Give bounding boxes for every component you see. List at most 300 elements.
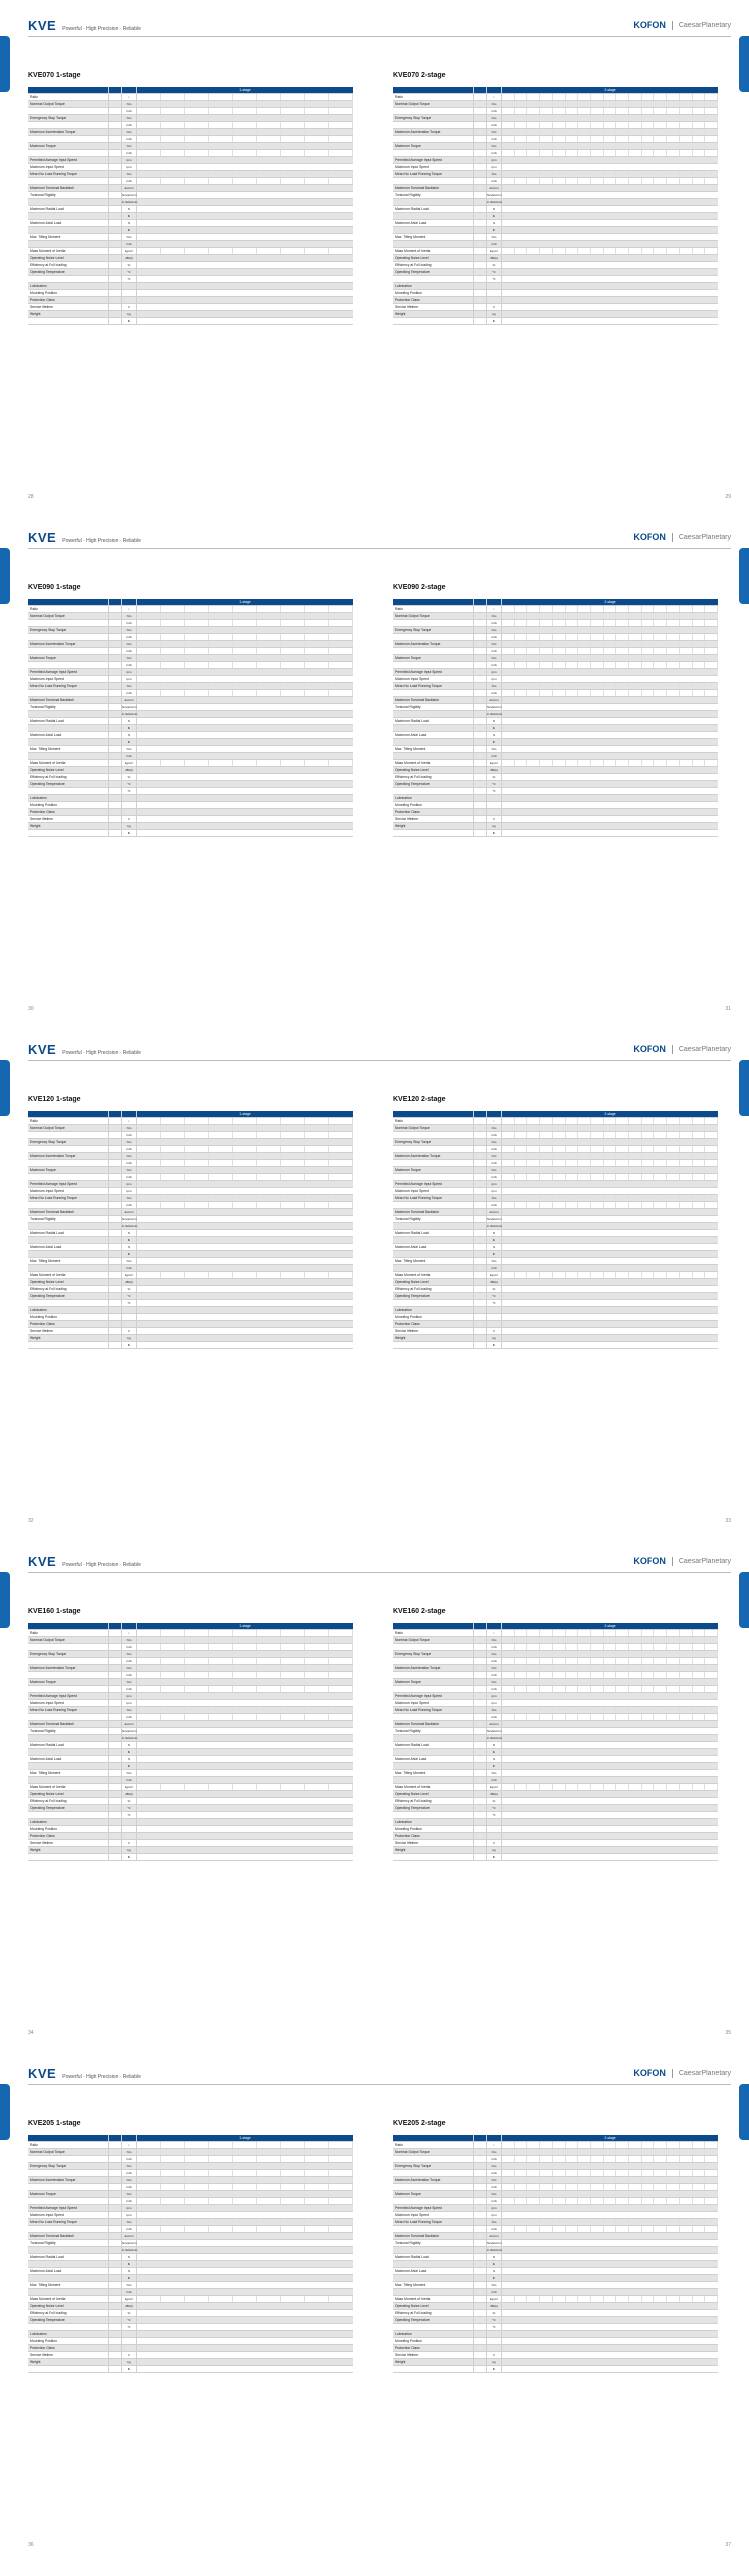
- value-cell: [137, 683, 161, 689]
- value-cells: [502, 767, 718, 773]
- value-cells: [137, 1791, 353, 1797]
- value-span-cell: [502, 774, 718, 780]
- param-unit: Nm: [122, 2282, 137, 2288]
- value-cell: [257, 2170, 281, 2176]
- param-symbol: [474, 1791, 487, 1797]
- value-cell: [654, 1707, 667, 1713]
- table-row: [393, 1174, 718, 1181]
- value-cell: [616, 627, 629, 633]
- value-cell: [209, 634, 233, 640]
- value-cell: [566, 1665, 579, 1671]
- param-symbol: [474, 178, 487, 184]
- param-label: Maximum Torsional Backlash: [393, 697, 474, 703]
- value-cells: [137, 220, 353, 226]
- table-row: [28, 816, 353, 823]
- param-symbol: [109, 2212, 122, 2218]
- value-cell: [185, 136, 209, 142]
- param-symbol: [109, 2233, 122, 2239]
- value-cells: [137, 1230, 353, 1236]
- param-label: Permitted Average Input Speed: [28, 1181, 109, 1187]
- value-cell: [527, 620, 540, 626]
- param-symbol: [109, 2149, 122, 2155]
- value-cell: [305, 1651, 329, 1657]
- table-row: [28, 241, 353, 248]
- header-divider: [28, 1060, 731, 1061]
- param-symbol: [109, 690, 122, 696]
- stage-header-row: [393, 599, 718, 606]
- table-row: [28, 290, 353, 297]
- value-cell: [527, 2177, 540, 2183]
- value-span-cell: [502, 1777, 718, 1783]
- param-unit: Nm/arcmin: [122, 1729, 137, 1733]
- value-cells: [137, 2289, 353, 2295]
- value-cells: [502, 627, 718, 633]
- value-cell: [616, 662, 629, 668]
- param-unit: Nm/arcmin: [122, 2241, 137, 2245]
- value-cell: [680, 129, 693, 135]
- value-cell: [209, 1665, 233, 1671]
- value-cell: [616, 2163, 629, 2169]
- param-symbol: [474, 704, 487, 710]
- table-row: [28, 2170, 353, 2177]
- value-cells: [137, 2338, 353, 2344]
- value-cell: [185, 1174, 209, 1180]
- value-cell: [281, 2219, 305, 2225]
- value-cell: [515, 613, 528, 619]
- table-row: [393, 1756, 718, 1763]
- value-cell: [654, 2149, 667, 2155]
- logo-divider: [672, 533, 673, 542]
- value-cell: [515, 655, 528, 661]
- value-cell: [591, 1118, 604, 1124]
- param-symbol: [474, 2191, 487, 2197]
- value-cell: [591, 1125, 604, 1131]
- param-unit: N: [122, 2268, 137, 2274]
- value-cell: [566, 150, 579, 156]
- brand-tagline: Powerful · High Precision · Reliable: [62, 26, 141, 32]
- value-cell: [553, 1637, 566, 1643]
- table-row: [393, 1819, 718, 1826]
- param-symbol: [109, 143, 122, 149]
- value-cell: [680, 1174, 693, 1180]
- value-cell: [680, 1686, 693, 1692]
- param-label: Mounting Position: [28, 1826, 109, 1832]
- param-unit: %: [122, 1286, 137, 1292]
- value-cell: [591, 248, 604, 254]
- value-cell: [185, 1714, 209, 1720]
- value-cell: [616, 1707, 629, 1713]
- value-cell: [161, 2163, 185, 2169]
- value-cells: [502, 143, 718, 149]
- stage-header-spacer: [474, 599, 487, 605]
- value-cells: [502, 220, 718, 226]
- value-cell: [629, 606, 642, 612]
- param-label: Weight: [393, 823, 474, 829]
- table-row: [393, 220, 718, 227]
- value-cell: [515, 1272, 528, 1278]
- value-cell: [185, 620, 209, 626]
- param-unit: lb: [122, 227, 137, 233]
- value-cell: [281, 101, 305, 107]
- value-cells: [502, 171, 718, 177]
- param-symbol: [109, 1209, 122, 1215]
- param-label: Nominal Output Torque: [28, 1637, 109, 1643]
- value-cell: [705, 634, 718, 640]
- table-row: [28, 1693, 353, 1700]
- value-cell: [257, 1672, 281, 1678]
- value-cell: [629, 1167, 642, 1173]
- param-symbol: [474, 1342, 487, 1348]
- value-cell: [642, 1195, 655, 1201]
- value-cell: [642, 2191, 655, 2197]
- value-cell: [281, 1784, 305, 1790]
- value-cell: [705, 1637, 718, 1643]
- value-cell: [591, 1637, 604, 1643]
- param-unit: lb: [487, 1237, 502, 1243]
- param-label: [393, 1223, 474, 1229]
- table-row: [393, 1798, 718, 1805]
- value-cell: [233, 1195, 257, 1201]
- table-row: [393, 746, 718, 753]
- value-cell: [591, 655, 604, 661]
- value-cell: [257, 1714, 281, 1720]
- value-cell: [693, 178, 706, 184]
- value-span-cell: [137, 788, 353, 794]
- param-unit: Nm/arcmin: [487, 1729, 502, 1733]
- table-row: [393, 1693, 718, 1700]
- param-unit: Nm: [122, 655, 137, 661]
- table-row: [393, 1293, 718, 1300]
- stage-header-spacer: [28, 2135, 109, 2141]
- value-cell: [553, 2177, 566, 2183]
- value-cells: [137, 2303, 353, 2309]
- value-cell: [185, 143, 209, 149]
- value-cell: [161, 1167, 185, 1173]
- value-cell: [540, 1118, 553, 1124]
- param-symbol: [109, 2191, 122, 2197]
- table-row: [393, 1272, 718, 1279]
- value-cells: [137, 2282, 353, 2288]
- value-cell: [209, 1658, 233, 1664]
- value-cell: [667, 150, 680, 156]
- param-symbol: [109, 1272, 122, 1278]
- value-cell: [578, 2142, 591, 2148]
- table-row: [393, 1840, 718, 1847]
- value-cell: [540, 115, 553, 121]
- param-label: [28, 108, 109, 114]
- value-cell: [329, 129, 353, 135]
- table-row: [28, 2198, 353, 2205]
- table-row: [28, 788, 353, 795]
- param-label: Maximum Input Speed: [28, 2212, 109, 2218]
- value-cell: [553, 620, 566, 626]
- value-cells: [502, 690, 718, 696]
- value-cell: [305, 1658, 329, 1664]
- spec-panel-2-stage: [393, 1096, 718, 1349]
- value-cell: [578, 2149, 591, 2155]
- value-span-cell: [137, 2254, 353, 2260]
- table-row: [28, 108, 353, 115]
- value-cell: [305, 634, 329, 640]
- value-cell: [233, 136, 257, 142]
- table-row: [28, 683, 353, 690]
- value-cell: [578, 1637, 591, 1643]
- param-symbol: [109, 620, 122, 626]
- value-cell: [540, 248, 553, 254]
- value-cell: [667, 1665, 680, 1671]
- side-tab-right: [739, 2084, 749, 2140]
- value-span-cell: [137, 2338, 353, 2344]
- value-cell: [527, 2163, 540, 2169]
- param-unit: kg: [487, 2359, 502, 2365]
- value-cell: [553, 2170, 566, 2176]
- value-cell: [642, 1202, 655, 1208]
- param-unit: kgcm²: [487, 1784, 502, 1790]
- value-cell: [161, 1139, 185, 1145]
- table-row: [28, 732, 353, 739]
- param-label: [28, 1812, 109, 1818]
- value-cells: [137, 2366, 353, 2372]
- param-symbol: [474, 2352, 487, 2358]
- param-unit: rpm: [487, 1181, 502, 1187]
- param-label: Protection Class: [393, 2345, 474, 2351]
- value-cell: [578, 1651, 591, 1657]
- value-cell: [667, 1195, 680, 1201]
- value-cell: [642, 178, 655, 184]
- value-span-cell: [502, 1230, 718, 1236]
- value-cell: [305, 1139, 329, 1145]
- param-label: Emergency Stop Torque: [393, 627, 474, 633]
- stage-label: 2-stage: [604, 1624, 616, 1628]
- value-cell: [540, 129, 553, 135]
- param-symbol: [474, 2247, 487, 2253]
- param-symbol: [474, 220, 487, 226]
- value-cell: [540, 1784, 553, 1790]
- value-cell: [667, 1658, 680, 1664]
- value-cell: [591, 1672, 604, 1678]
- value-span-cell: [502, 1342, 718, 1348]
- param-symbol: [474, 269, 487, 275]
- param-unit: in.lb: [487, 1658, 502, 1664]
- value-cell: [305, 760, 329, 766]
- param-symbol: [109, 1700, 122, 1706]
- param-symbol: [109, 2254, 122, 2260]
- value-cell: [137, 101, 161, 107]
- value-cell: [257, 1167, 281, 1173]
- value-cell: [553, 129, 566, 135]
- value-cell: [578, 2219, 591, 2225]
- caesar-logo: CaesarPlanetary: [678, 2069, 731, 2077]
- stage-header-spacer: [393, 1623, 474, 1629]
- value-span-cell: [137, 2303, 353, 2309]
- value-cell: [616, 683, 629, 689]
- value-cell: [209, 171, 233, 177]
- value-cell: [233, 620, 257, 626]
- value-cell: [185, 1132, 209, 1138]
- param-unit: °F: [487, 788, 502, 794]
- table-row: [393, 255, 718, 262]
- value-cells: [502, 248, 718, 254]
- param-label: Protection Class: [393, 1833, 474, 1839]
- value-cell: [642, 1630, 655, 1636]
- value-cell: [209, 2177, 233, 2183]
- value-cell: [281, 760, 305, 766]
- value-cell: [305, 171, 329, 177]
- table-row: [28, 2317, 353, 2324]
- value-cell: [137, 1139, 161, 1145]
- value-cell: [680, 1714, 693, 1720]
- table-row: [28, 620, 353, 627]
- param-symbol: [109, 220, 122, 226]
- value-cell: [705, 94, 718, 100]
- param-label: [393, 725, 474, 731]
- value-cell: [693, 2177, 706, 2183]
- param-symbol: [474, 2303, 487, 2309]
- value-cell: [616, 1139, 629, 1145]
- value-cell: [515, 648, 528, 654]
- value-cell: [591, 760, 604, 766]
- param-symbol: [474, 1665, 487, 1671]
- param-symbol: [109, 227, 122, 233]
- param-symbol: [474, 620, 487, 626]
- value-cell: [161, 662, 185, 668]
- value-cell: [257, 1139, 281, 1145]
- value-cell: [281, 1658, 305, 1664]
- value-cell: [137, 2184, 161, 2190]
- table-row: [28, 2205, 353, 2212]
- value-cell: [642, 634, 655, 640]
- table-row: [28, 1244, 353, 1251]
- value-span-cell: [502, 669, 718, 675]
- param-label: Operating Temperature: [393, 1805, 474, 1811]
- param-label: Maximum Acceleration Torque: [28, 2177, 109, 2183]
- value-cell: [527, 1195, 540, 1201]
- table-row: [393, 2156, 718, 2163]
- value-cell: [257, 1202, 281, 1208]
- param-unit: °F: [122, 1300, 137, 1306]
- value-cell: [553, 178, 566, 184]
- table-row: [28, 185, 353, 192]
- value-cells: [502, 1265, 718, 1271]
- stage-header-spacer: [109, 599, 122, 605]
- value-cell: [540, 150, 553, 156]
- value-cell: [642, 655, 655, 661]
- value-cell: [233, 94, 257, 100]
- param-unit: dB(A): [487, 1279, 502, 1285]
- value-cell: [616, 2142, 629, 2148]
- table-row: [28, 213, 353, 220]
- param-unit: lb: [122, 2366, 137, 2372]
- value-cell: [185, 171, 209, 177]
- value-span-cell: [502, 1314, 718, 1320]
- param-label: Mass Moment of Inertia: [393, 760, 474, 766]
- param-label: [393, 1342, 474, 1348]
- table-row: [28, 1651, 353, 1658]
- value-cell: [566, 1146, 579, 1152]
- value-cell: [642, 683, 655, 689]
- param-label: Maximum Acceleration Torque: [393, 641, 474, 647]
- param-unit: Nm: [487, 746, 502, 752]
- value-cells: [502, 823, 718, 829]
- param-unit: i: [487, 1118, 502, 1124]
- value-cells: [137, 213, 353, 219]
- param-label: [393, 1202, 474, 1208]
- value-cell: [553, 648, 566, 654]
- value-cells: [137, 2268, 353, 2274]
- value-span-cell: [502, 185, 718, 191]
- value-cells: [502, 1777, 718, 1783]
- value-cell: [209, 136, 233, 142]
- param-unit: Nm: [122, 2191, 137, 2197]
- param-unit: Nm: [487, 1167, 502, 1173]
- param-symbol: [109, 1812, 122, 1818]
- value-cell: [540, 690, 553, 696]
- param-symbol: [109, 788, 122, 794]
- stage-header-spacer: [122, 2135, 137, 2141]
- value-cell: [629, 690, 642, 696]
- value-cell: [680, 1630, 693, 1636]
- value-cell: [527, 150, 540, 156]
- table-row: [28, 2289, 353, 2296]
- value-cell: [553, 1160, 566, 1166]
- value-cell: [161, 1146, 185, 1152]
- value-cell: [137, 1707, 161, 1713]
- value-cell: [329, 648, 353, 654]
- param-symbol: [474, 1693, 487, 1699]
- value-cell: [553, 2198, 566, 2204]
- param-symbol: [109, 1188, 122, 1194]
- value-cell: [604, 171, 617, 177]
- value-cells: [137, 2163, 353, 2169]
- param-label: [28, 1854, 109, 1860]
- param-symbol: [474, 1300, 487, 1306]
- value-cell: [629, 143, 642, 149]
- value-span-cell: [502, 2366, 718, 2372]
- param-symbol: [109, 1805, 122, 1811]
- value-cells: [137, 1132, 353, 1138]
- param-label: Maximum Torque: [393, 1679, 474, 1685]
- value-cell: [693, 1637, 706, 1643]
- spec-panel-2-stage: [393, 72, 718, 325]
- value-cell: [667, 2198, 680, 2204]
- param-symbol: [474, 1174, 487, 1180]
- param-symbol: [109, 1819, 122, 1825]
- param-symbol: [474, 185, 487, 191]
- value-cell: [629, 1146, 642, 1152]
- value-cell: [553, 1132, 566, 1138]
- param-unit: in.lb: [487, 1265, 502, 1271]
- value-cell: [629, 620, 642, 626]
- value-cell: [233, 2177, 257, 2183]
- value-cells: [137, 276, 353, 282]
- value-cells: [137, 1188, 353, 1194]
- value-cell: [185, 641, 209, 647]
- value-cell: [257, 1651, 281, 1657]
- value-cells: [137, 704, 353, 710]
- param-symbol: [474, 1847, 487, 1853]
- value-cells: [137, 2142, 353, 2148]
- page-number-right: 31: [725, 1006, 731, 1012]
- table-row: [28, 255, 353, 262]
- value-cell: [257, 2296, 281, 2302]
- value-cell: [209, 248, 233, 254]
- value-cells: [502, 718, 718, 724]
- value-cell: [693, 1672, 706, 1678]
- value-cell: [705, 1202, 718, 1208]
- value-span-cell: [137, 1819, 353, 1825]
- value-span-cell: [137, 2261, 353, 2267]
- value-cell: [209, 1202, 233, 1208]
